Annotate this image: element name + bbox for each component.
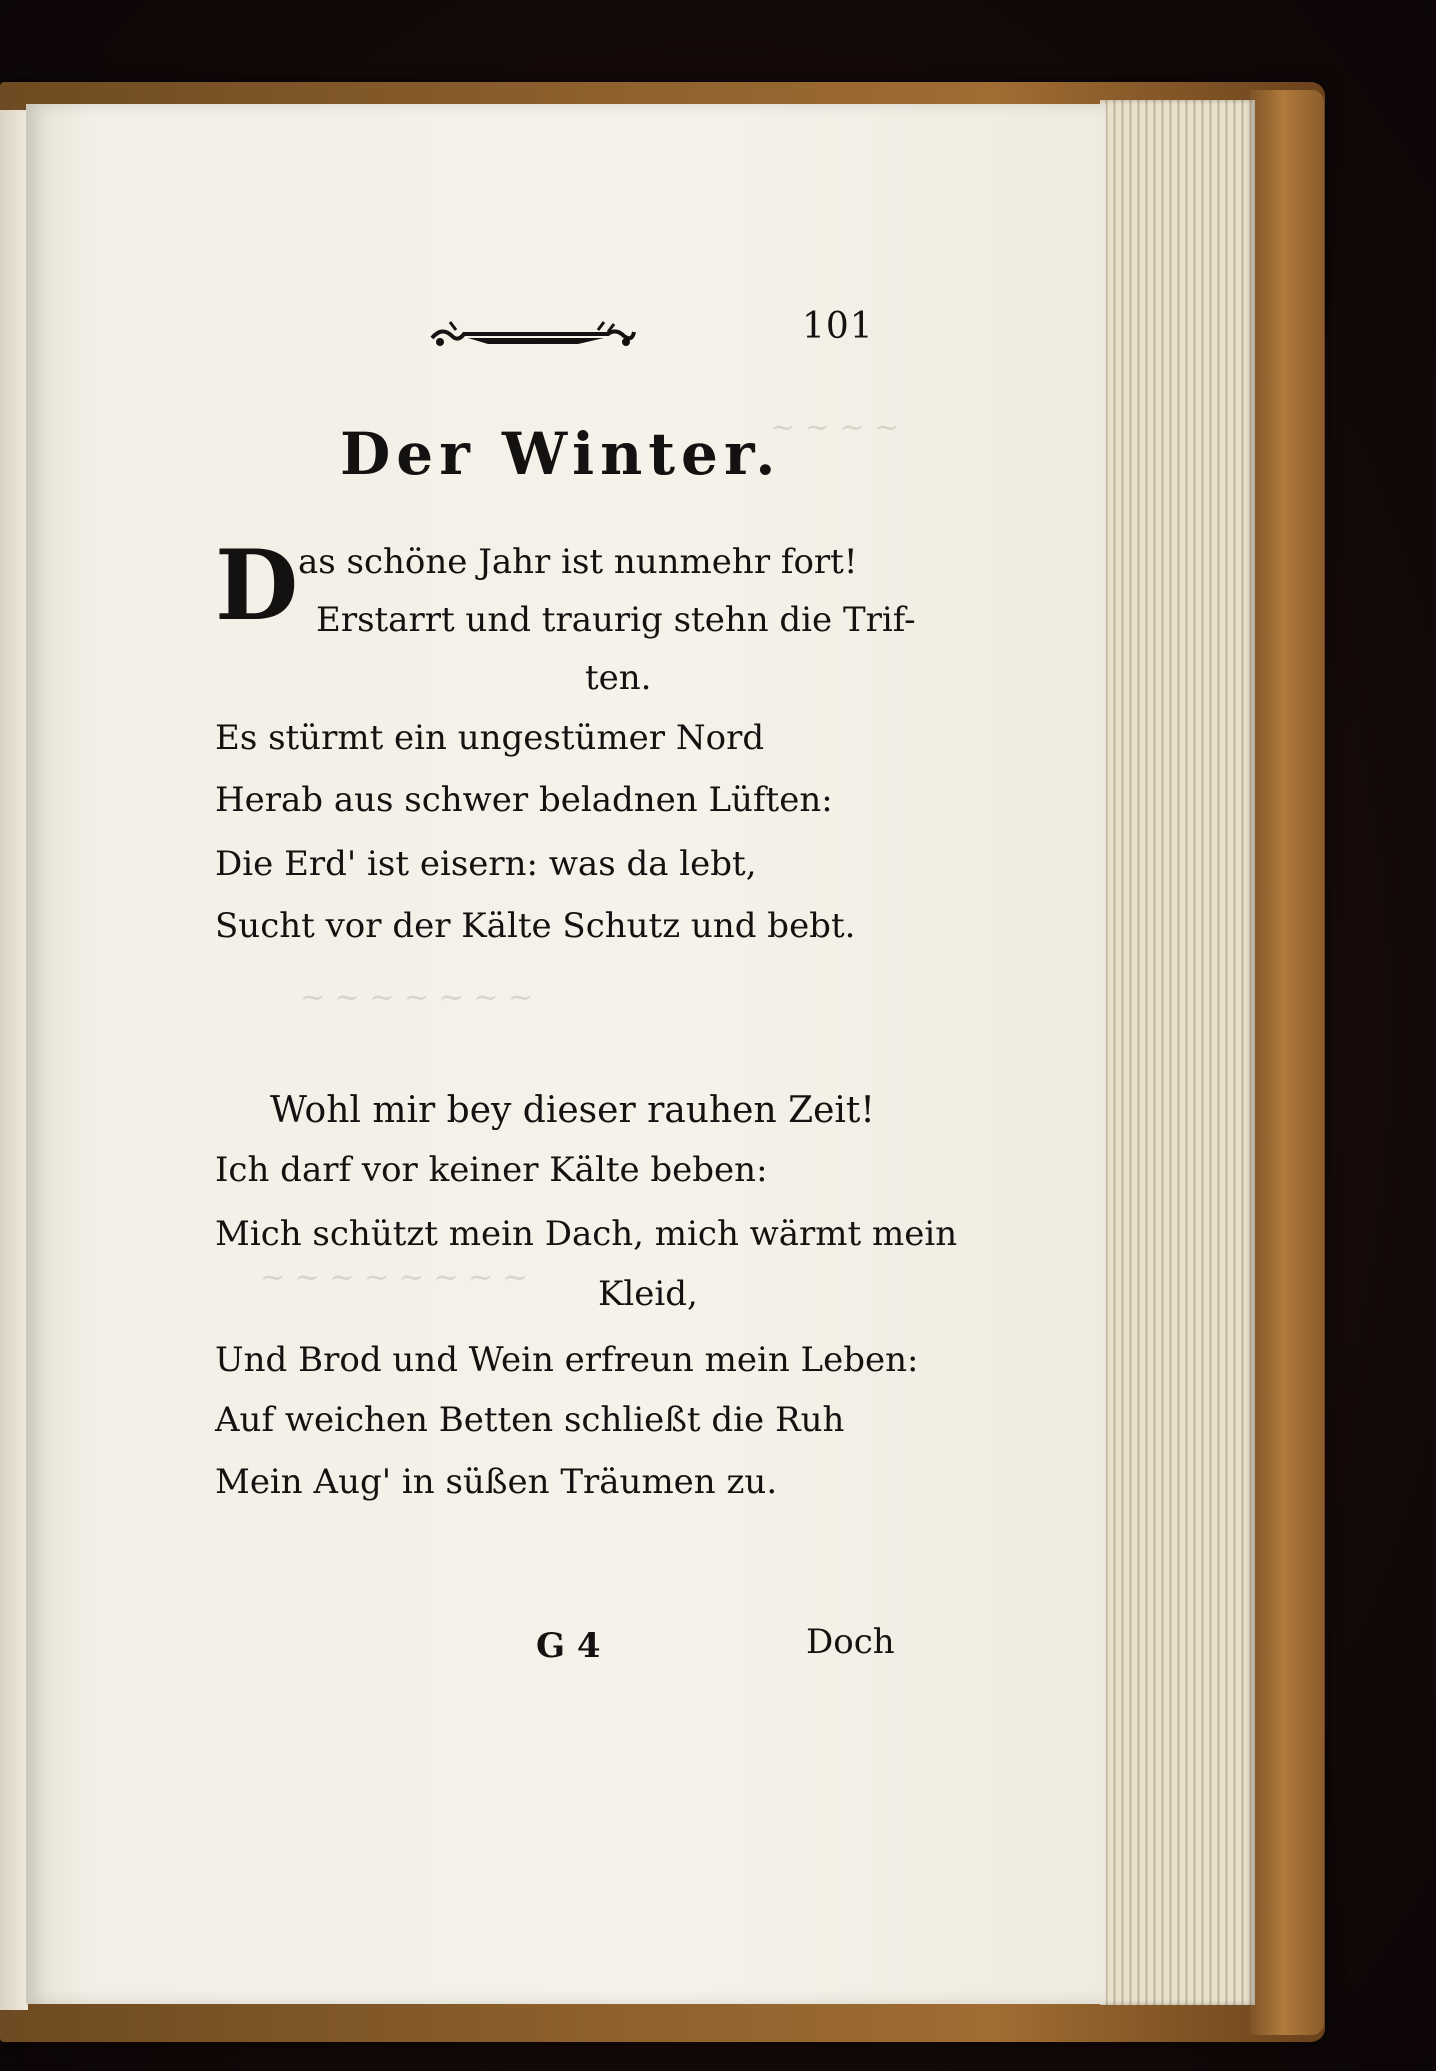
verse-line: as schöne Jahr ist nunmehr fort! [298,542,858,582]
verse-line: Auf weichen Betten schließt die Ruh [215,1400,845,1440]
book-page [26,104,1106,2004]
book-cover-edge [1250,90,1324,2035]
verse-line: Kleid, [598,1274,698,1314]
verse-line: Sucht vor der Kälte Schutz und bebt. [215,906,856,946]
show-through-text: ~ ~ ~ ~ ~ ~ ~ ~ [260,1260,528,1295]
verse-line: Wohl mir bey dieser rauhen Zeit! [270,1090,875,1131]
facing-page-edge [0,110,28,2010]
poem-title: Der Winter. [340,420,782,488]
show-through-text: ~ ~ ~ ~ ~ ~ ~ [300,980,534,1015]
signature-mark: G 4 [536,1626,601,1666]
page-number: 101 [802,306,874,347]
verse-line: Und Brod und Wein erfreun mein Leben: [215,1340,919,1380]
verse-line: Es stürmt ein ungestümer Nord [215,718,765,758]
verse-line: Mich schützt mein Dach, mich wärmt mein [215,1214,958,1254]
verse-line: Herab aus schwer beladnen Lüften: [215,780,833,820]
verse-line: ten. [585,658,652,698]
dropcap: D [215,529,299,642]
verse-line: Die Erd' ist eisern: was da lebt, [215,844,757,884]
verse-line: Ich darf vor keiner Kälte beben: [215,1150,768,1190]
verse-line: Erstarrt und traurig stehn die Trif- [316,600,916,640]
show-through-text: ~ ~ ~ ~ [770,410,900,445]
verse-line: Mein Aug' in süßen Träumen zu. [215,1462,778,1502]
page-block-edges [1100,100,1255,2005]
catchword: Doch [806,1622,895,1662]
header-ornament-icon [428,312,638,360]
